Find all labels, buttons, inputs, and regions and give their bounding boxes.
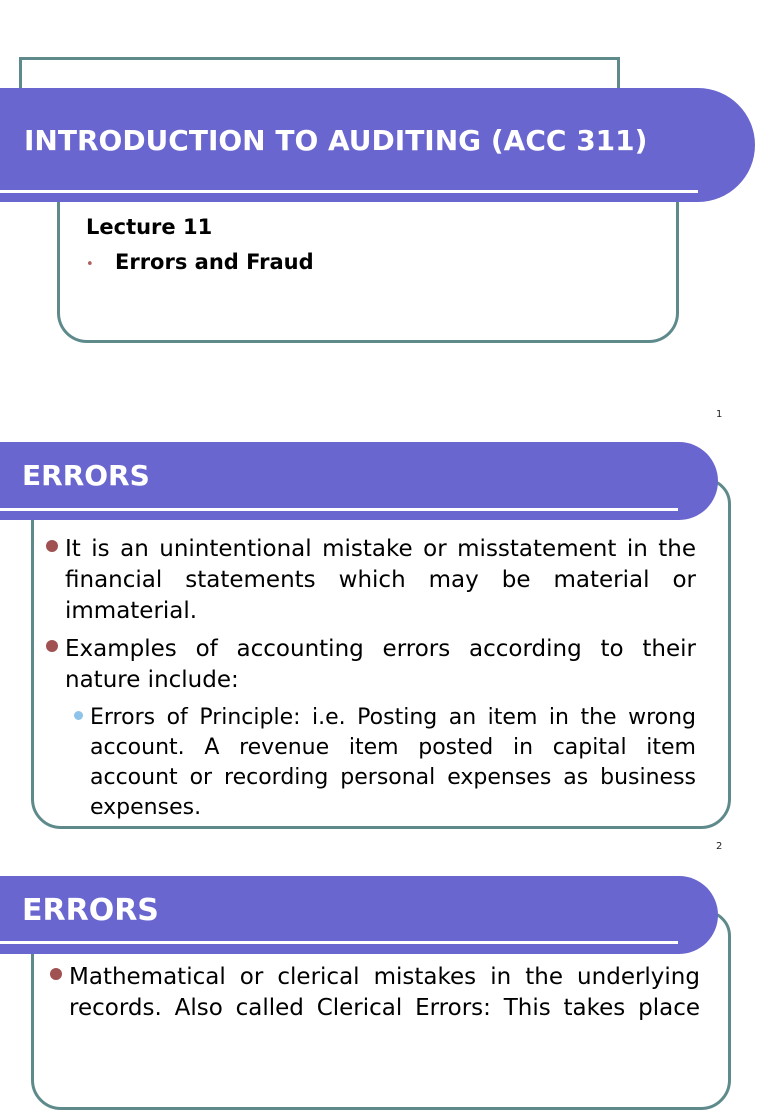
lecture-topic: Errors and Fraud	[115, 250, 314, 274]
bullet-dot-icon	[46, 540, 58, 552]
slide2-sub-bullet-1: Errors of Principle: i.e. Posting an item in the wrong account. A revenue item posted in capital item account or recording personal expenses as business expenses.	[90, 705, 696, 820]
bullet-dot-icon: •	[86, 257, 94, 272]
slide2-heading: ERRORS	[22, 459, 150, 492]
bullet-dot-icon	[50, 968, 62, 980]
page-number: 1	[716, 409, 723, 420]
slide3-heading: ERRORS	[22, 893, 159, 928]
slide2-banner-rule	[0, 508, 678, 511]
title-slide-heading: INTRODUCTION TO AUDITING (ACC 311)	[24, 124, 648, 157]
lecture-label: Lecture 11	[86, 215, 213, 239]
title-slide-banner-rule	[0, 190, 698, 193]
slide2-bullet-2: Examples of accounting errors according to their nature include:	[65, 636, 696, 693]
bullet-dot-icon	[46, 640, 58, 652]
slide3-bullet-1: Mathematical or clerical mistakes in the underlying records. Also called Clerical Errors: This takes place	[69, 964, 700, 1021]
slide2-bullet-1: It is an unintentional mistake or misstatement in the financial statements which may be material or immaterial.	[65, 536, 696, 624]
page-number: 2	[716, 841, 723, 852]
slide3-banner-rule	[0, 941, 678, 944]
sub-bullet-dot-icon	[74, 711, 83, 720]
